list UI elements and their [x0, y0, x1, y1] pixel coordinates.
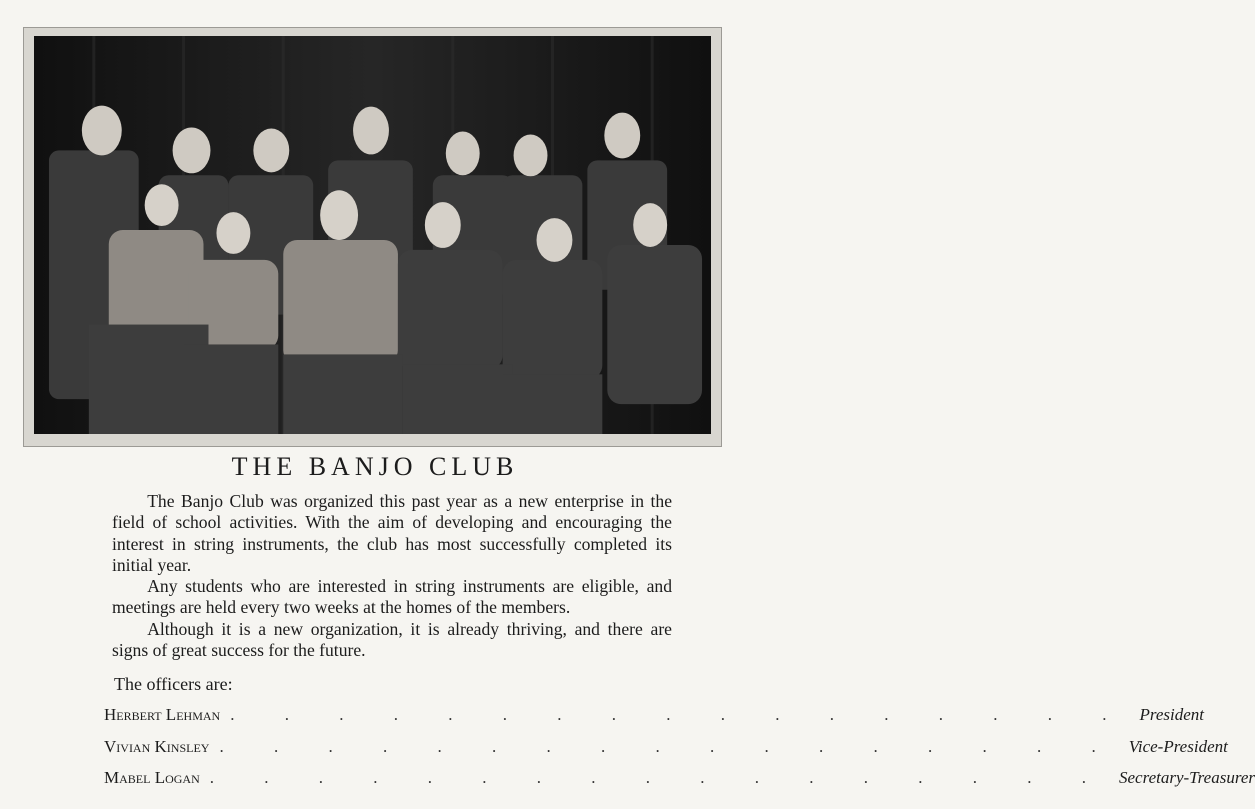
- paragraph-3: Although it is a new organization, it is already thriving, and there are signs of great success for the future.: [112, 618, 672, 661]
- officer-row-secretary-treasurer: [104, 768, 1255, 792]
- group-photo-frame: [23, 27, 722, 447]
- group-photo-icon: [34, 36, 711, 434]
- leader-dots: . . . . . . . . . . . . . . . . .: [209, 768, 1109, 787]
- officer-name: Mabel Logan: [104, 768, 200, 787]
- group-photo: [34, 36, 711, 434]
- article-body: [112, 491, 672, 661]
- paragraph-2: Any students who are interested in string instruments are eligible, and meetings are held every two weeks at the homes of the members.: [112, 576, 672, 618]
- officer-title: President: [1139, 705, 1204, 724]
- officers-intro: The officers are:: [114, 674, 233, 694]
- leader-dots: . . . . . . . . . . . . . . . . .: [219, 737, 1119, 756]
- officer-row-vice-president: [104, 737, 1228, 761]
- officer-name: Herbert Lehman: [104, 705, 221, 724]
- officer-row-president: [104, 705, 1204, 729]
- officer-title: Vice-President: [1128, 737, 1228, 756]
- paragraph-1: The Banjo Club was organized this past year as a new enterprise in the field of school activities. With the aim of developing and encouraging the interest in string instruments, the club has most successfully completed its initial year.: [112, 491, 672, 575]
- officer-title: Secretary-Treasurer: [1119, 768, 1255, 787]
- leader-dots: . . . . . . . . . . . . . . . . .: [230, 705, 1130, 724]
- officer-name: Vivian Kinsley: [104, 737, 210, 756]
- page-title: THE BANJO CLUB: [231, 452, 519, 481]
